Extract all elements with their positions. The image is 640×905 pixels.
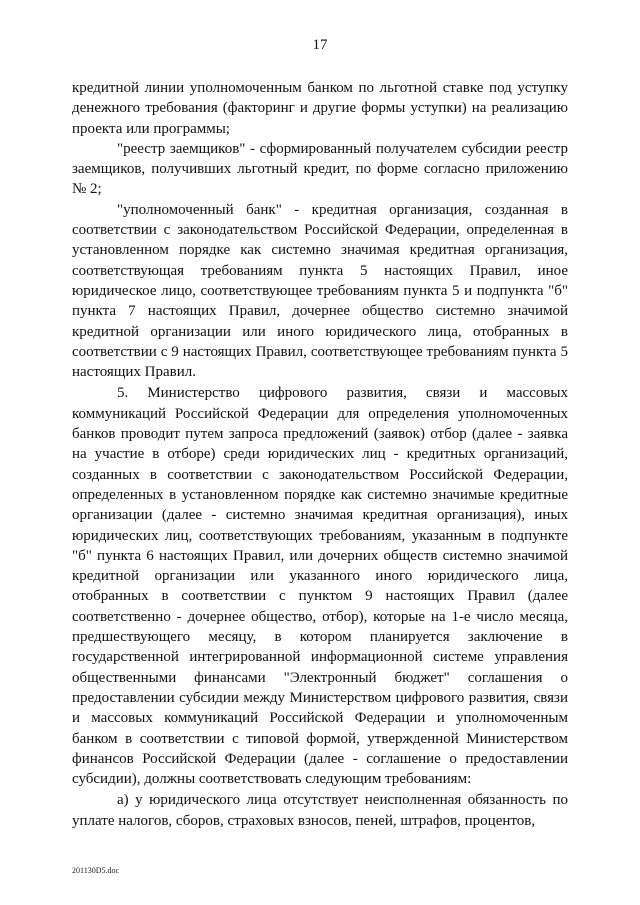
document-body xyxy=(72,78,568,831)
paragraph: а) у юридического лица отсутствует неисполненная обязанность по уплате налогов, сборов, страховых взносов, пеней, штрафов, процентов, xyxy=(72,792,568,829)
footer-filename: 201130D5.doc xyxy=(72,866,120,875)
paragraph: "реестр заемщиков" - сформированный получателем субсидии реестр заемщиков, получивших льготный кредит, по форме согласно приложению № 2; xyxy=(72,140,568,198)
paragraph: 5. Министерство цифрового развития, связи и массовых коммуникаций Российской Федерации для определения уполномоченных банков проводит путем запроса предложений (заявок) отбор (далее - заявка на участие в отборе) среди юридических лиц - кредитных организаций, созданных в соответствии с законодательством Российской Федерации, определенных в установленном порядке как системно значимые кредитные организации (далее - системно значимая кредитная организация), иных юридических лиц, соответствующих требованиям, указанным в подпункте "б" пункта 6 настоящих Правил, или дочерних обществ системно значимой кредитной организации или указанного иного юридического лица, отобранных в соответствии с пунктом 9 настоящих Правил (далее соответственно - дочернее общество, отбор), которые на 1-е число месяца, предшествующего месяцу, в котором планируется заключение в государственной интегрированной информационной системе управления общественными финансами "Электронный бюджет" соглашения о предоставлении субсидии между Министерством цифрового развития, связи и массовых коммуникаций Российской Федерации и уполномоченным банком в соответствии с типовой формой, утвержденной Министерством финансов Российской Федерации (далее - соглашение о предоставлении субсидии), должны соответствовать следующим требованиям: xyxy=(72,385,568,788)
paragraph: кредитной линии уполномоченным банком по льготной ставке под уступку денежного требования (факторинг и другие формы уступки) на реализацию проекта или программы; xyxy=(72,80,568,137)
page-number: 17 xyxy=(312,37,328,53)
paragraph: "уполномоченный банк" - кредитная организация, созданная в соответствии с законодательством Российской Федерации, определенная в установленном порядке как системно значимая кредитная организация, соответствующая требованиям пункта 5 настоящих Правил, иное юридическое лицо, соответствующее требованиям пункта 5 и подпункта "б" пункта 7 настоящих Правил, дочернее общество системно значимой кредитной организации или иного юридического лица, отобранных в соответствии с 9 настоящих Правил, соответствующее требованиям пункта 5 настоящих Правил. xyxy=(72,201,568,381)
